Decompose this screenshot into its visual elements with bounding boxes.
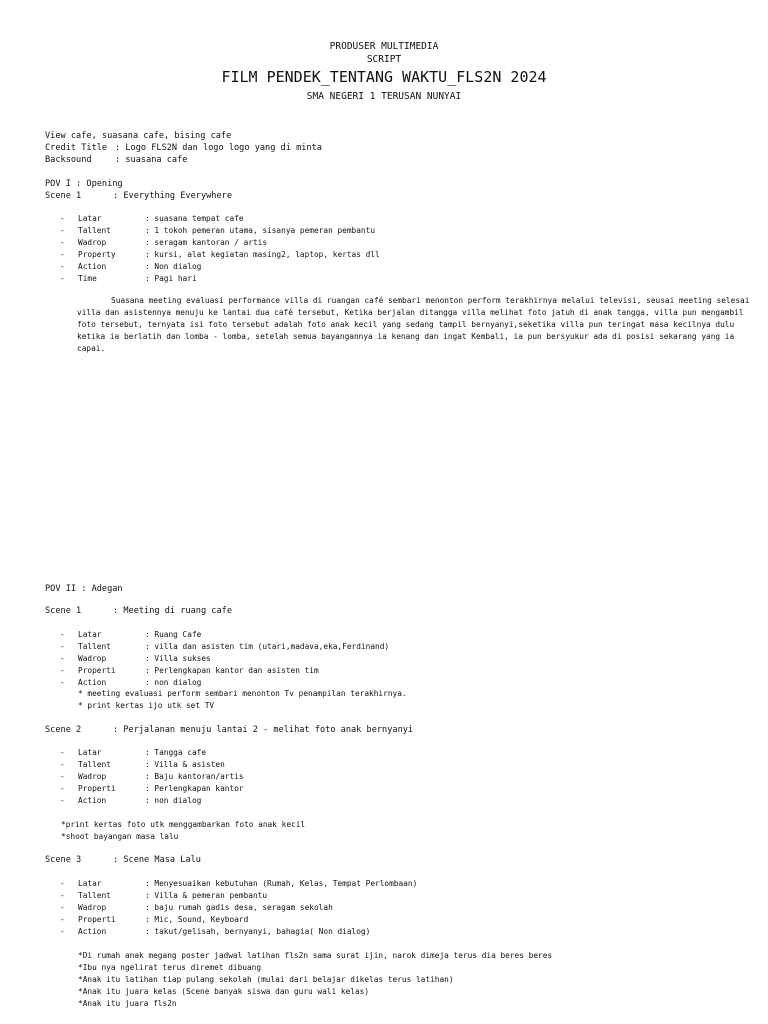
scene3-line [45, 854, 201, 866]
credit-title-line [45, 142, 322, 154]
scene2-note: *print kertas foto utk menggambarkan foto anak kecil [61, 820, 306, 829]
list-item: - Properti : Perlengkapan kantor [60, 784, 244, 793]
list-item: - Properti : Mic, Sound, Keyboard [60, 915, 249, 924]
backsound-line [45, 154, 187, 166]
scene3-value: : Scene Masa Lalu [113, 855, 201, 865]
pov2-heading: POV II : Adegan [45, 584, 123, 594]
list-item: - Tallent : 1 tokoh pemeran utama, sisanya pemeran pembantu [60, 226, 376, 235]
scene2-key: Scene 2 [45, 725, 82, 735]
scene1-note: * print kertas ijo utk set TV [78, 701, 215, 710]
view-line: View cafe, suasana cafe, bising cafe [45, 131, 232, 141]
list-item: - Latar : Ruang Cafe [60, 630, 202, 639]
credit-title-value: : Logo FLS2N dan logo logo yang di minta [115, 143, 322, 153]
backsound-value: : suasana cafe [115, 155, 188, 165]
list-item: - Tallent : Villa & pemeran pembantu [60, 891, 268, 900]
list-item: - Latar : suasana tempat cafe [60, 214, 244, 223]
list-item: - Property : kursi, alat kegiatan masing2, laptop, kertas dll [60, 250, 380, 259]
scene2-value: : Perjalanan menuju lantai 2 - melihat foto anak bernyanyi [113, 725, 414, 735]
list-item: - Latar : Tangga cafe [60, 748, 207, 757]
list-item: - Action : non dialog [60, 796, 202, 805]
scene2-line [45, 724, 413, 736]
scene1-line [45, 605, 232, 617]
list-item: - Tallent : villa dan asisten tim (utari,madava,eka,Ferdinand) [60, 642, 390, 651]
synopsis-line: villa dan asistennya menuju ke lantai dua café tersebut, Ketika berjalan ditangga villa melihat foto jatuh di anak tangga, villa pun mengambil [77, 308, 744, 317]
synopsis-line: Suasana meeting evaluasi performance villa di ruangan café sembari menonton perform terakhirnya melalui televisi, seusai meeting selesai [111, 296, 750, 305]
list-item: - Action : takut/gelisah, bernyanyi, bahagia( Non dialog) [60, 927, 371, 936]
pov1-scene-key: Scene 1 [45, 191, 82, 201]
scene3-note: *Anak itu latihan tiap pulang sekolah (mulai dari belajar dikelas terus latihan) [78, 975, 454, 984]
list-item: - Wadrop : seragam kantoran / artis [60, 238, 268, 247]
scene3-note: *Anak itu juara fls2n [78, 999, 177, 1008]
scene3-note: *Ibu nya ngelirat terus diremet dibuang [78, 963, 262, 972]
list-item: - Properti : Perlengkapan kantor dan asisten tim [60, 666, 319, 675]
list-item: - Wadrop : baju rumah gadis desa, seragam sekolah [60, 903, 333, 912]
synopsis-line: foto tersebut, ternyata isi foto tersebut adalah foto anak kecil yang sedang tampil bernyanyi,seketika villa pun teringat masa kecilnya dulu [77, 320, 735, 329]
list-item: - Action : Non dialog [60, 262, 202, 271]
list-item: - Wadrop : Baju kantoran/artis [60, 772, 244, 781]
list-item: - Action : non dialog [60, 678, 202, 687]
pov1-synopsis [77, 295, 750, 355]
scene3-key: Scene 3 [45, 855, 82, 865]
backsound-key: Backsound [45, 155, 92, 165]
scene2-note: *shoot bayangan masa lalu [61, 832, 179, 841]
scene3-note: *Di rumah anak megang poster jadwal latihan fls2n sama surat ijin, narok dimeja terus dia beres beres [78, 951, 553, 960]
scene1-key: Scene 1 [45, 606, 82, 616]
scene3-note: *Anak itu juara kelas (Scene banyak siswa dan guru wali kelas) [78, 987, 370, 996]
producer-label: PRODUSER MULTIMEDIA [329, 41, 439, 52]
list-item: - Wadrop : Villa sukses [60, 654, 211, 663]
scene1-note: * meeting evaluasi perform sembari menonton Tv penampilan terakhirnya. [78, 689, 407, 698]
document-title: FILM PENDEK_TENTANG WAKTU_FLS2N 2024 [221, 68, 547, 86]
script-label: SCRIPT [366, 54, 402, 65]
synopsis-line: capai. [77, 344, 106, 353]
pov1-heading: POV I : Opening [45, 179, 123, 189]
list-item: - Latar : Menyesuaikan kebutuhan (Rumah, Kelas, Tempat Perlombaan) [60, 879, 418, 888]
scene1-value: : Meeting di ruang cafe [113, 606, 232, 616]
pov1-scene-value: : Everything Everywhere [113, 191, 232, 201]
list-item: - Tallent : Villa & asisten [60, 760, 225, 769]
credit-title-key: Credit Title [45, 143, 108, 153]
synopsis-line: ketika ia berlatih dan lomba - lomba, setelah semua bayangannya ia kenang dan ingat Kembali, ia pun bersyukur ada di posisi sekarang yang ia [77, 332, 735, 341]
pov1-scene-line [45, 190, 232, 202]
list-item: - Time : Pagi hari [60, 274, 197, 283]
school-name: SMA NEGERI 1 TERUSAN NUNYAI [306, 91, 462, 102]
